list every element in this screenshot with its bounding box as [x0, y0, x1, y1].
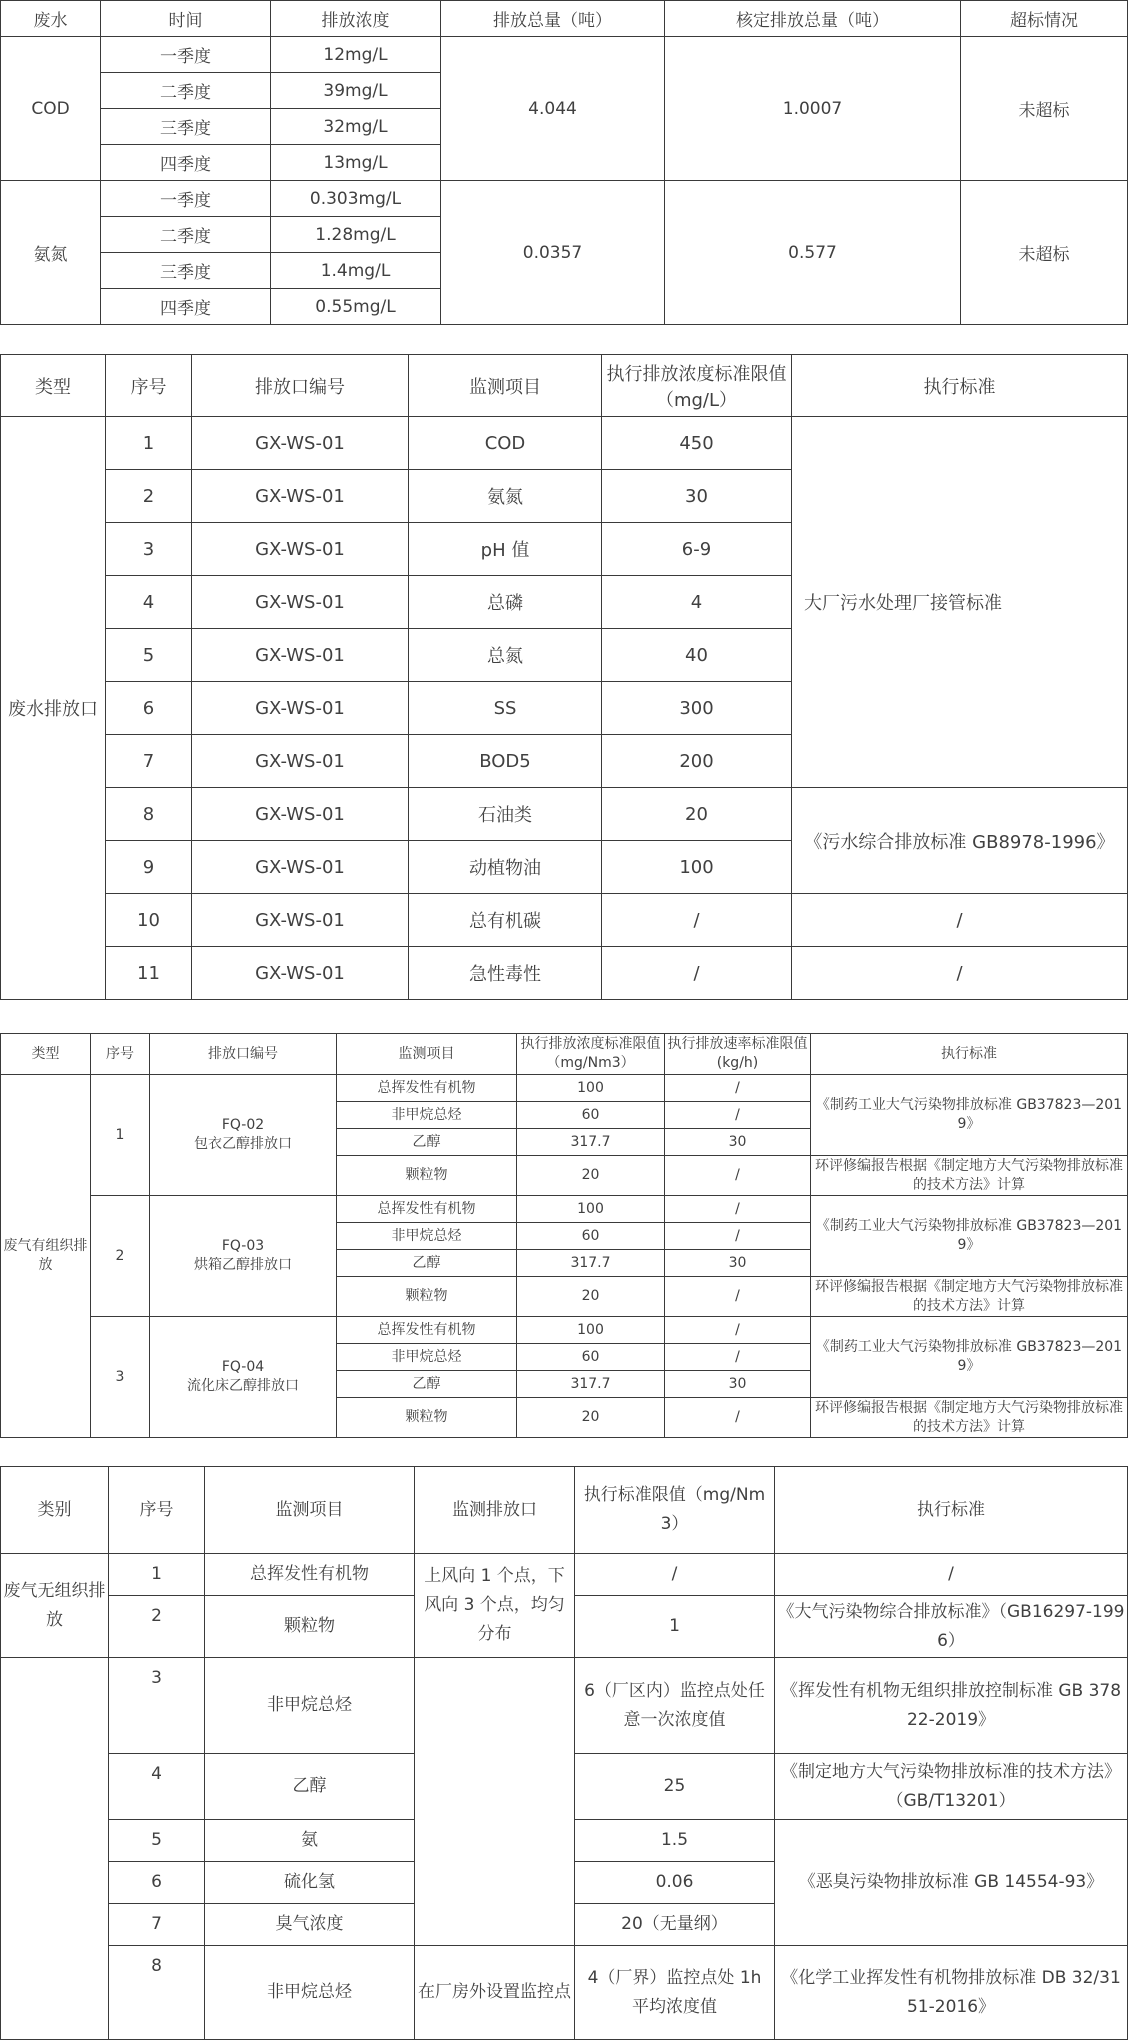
- rate-limit: /: [665, 1075, 811, 1102]
- monitor-item: 乙醇: [337, 1129, 517, 1156]
- approved-emission: 0.577: [665, 181, 961, 325]
- period-cell: 一季度: [101, 181, 271, 217]
- rate-limit: /: [665, 1196, 811, 1223]
- concentration-limit: 317.7: [517, 1129, 665, 1156]
- fugitive-exhaust-table: [0, 1466, 1128, 2040]
- limit-value: 0.06: [575, 1862, 775, 1904]
- concentration-limit: 60: [517, 1223, 665, 1250]
- outlet-code: GX-WS-01: [192, 417, 409, 470]
- total-emission: 4.044: [441, 37, 665, 181]
- monitor-item: SS: [409, 682, 602, 735]
- outlet-code: GX-WS-01: [192, 788, 409, 841]
- monitor-item: 石油类: [409, 788, 602, 841]
- period-cell: 一季度: [101, 37, 271, 73]
- rate-limit: /: [665, 1277, 811, 1317]
- header-cell: 执行排放浓度标准限值（mg/L）: [602, 355, 792, 417]
- monitor-item: 乙醇: [337, 1250, 517, 1277]
- outlet-name: 烘箱乙醇排放口: [194, 1257, 292, 1273]
- outlet-code: GX-WS-01: [192, 576, 409, 629]
- outlet-code: GX-WS-01: [192, 894, 409, 947]
- row-number: 2: [106, 470, 192, 523]
- monitor-item: BOD5: [409, 735, 602, 788]
- header-cell: 执行标准: [792, 355, 1128, 417]
- table-row: [1, 894, 1128, 947]
- header-cell: 排放浓度: [271, 1, 441, 37]
- monitor-item: 乙醇: [205, 1754, 415, 1820]
- header-cell: 排放总量（吨）: [441, 1, 665, 37]
- row-number: 3: [106, 523, 192, 576]
- monitor-item: 硫化氢: [205, 1862, 415, 1904]
- rate-limit: /: [665, 1317, 811, 1344]
- exceed-status: 未超标: [961, 181, 1128, 325]
- outlet-code: GX-WS-01: [192, 682, 409, 735]
- standard-cell: 《制定地方大气污染物排放标准的技术方法》（GB/T13201）: [775, 1754, 1128, 1820]
- outlet-name: 包衣乙醇排放口: [194, 1136, 292, 1152]
- wastewater-outlet-table: [0, 354, 1128, 1000]
- standard-cell: 《化学工业挥发性有机物排放标准 DB 32/3151-2016》: [775, 1946, 1128, 2040]
- limit-value: /: [602, 947, 792, 1000]
- standard-cell: 《恶臭污染物排放标准 GB 14554-93》: [775, 1820, 1128, 1946]
- header-cell: 类型: [1, 355, 106, 417]
- header-cell: 类型: [1, 1034, 91, 1075]
- table-row: [1, 1554, 1128, 1596]
- header-cell: 序号: [109, 1467, 205, 1554]
- row-number: 4: [109, 1754, 205, 1820]
- standard-cell: 《大气污染物综合排放标准》（GB16297-1996）: [775, 1596, 1128, 1658]
- concentration-cell: 12mg/L: [271, 37, 441, 73]
- outlet-name: 流化床乙醇排放口: [187, 1378, 299, 1394]
- emission-type: 废气有组织排放: [1, 1075, 91, 1438]
- header-cell: 序号: [91, 1034, 150, 1075]
- row-number: 1: [109, 1554, 205, 1596]
- monitor-item: 急性毒性: [409, 947, 602, 1000]
- header-cell: 监测项目: [337, 1034, 517, 1075]
- limit-value: 100: [602, 841, 792, 894]
- monitor-item: 总挥发性有机物: [205, 1554, 415, 1596]
- monitor-item: 颗粒物: [205, 1596, 415, 1658]
- header-cell: 核定排放总量（吨）: [665, 1, 961, 37]
- concentration-limit: 100: [517, 1317, 665, 1344]
- standard-cell: 《制药工业大气污染物排放标准 GB37823—2019》: [811, 1196, 1128, 1277]
- monitor-item: 总磷: [409, 576, 602, 629]
- outlet-code: GX-WS-01: [192, 523, 409, 576]
- outlet-code: GX-WS-01: [192, 470, 409, 523]
- header-cell: 序号: [106, 355, 192, 417]
- standard-cell: 《污水综合排放标准 GB8978-1996》: [792, 788, 1128, 894]
- row-number: 2: [109, 1596, 205, 1658]
- outlet-code: GX-WS-01: [192, 947, 409, 1000]
- table-row: [1, 1196, 1128, 1223]
- pollutant-name: COD: [1, 37, 101, 181]
- monitor-item: 颗粒物: [337, 1277, 517, 1317]
- monitor-item: 非甲烷总烃: [205, 1658, 415, 1754]
- row-number: 8: [109, 1946, 205, 2040]
- table-row: [1, 181, 1128, 217]
- monitor-item: 非甲烷总烃: [337, 1102, 517, 1129]
- outlet-code: GX-WS-01: [192, 841, 409, 894]
- row-number: 5: [106, 629, 192, 682]
- header-cell: 时间: [101, 1, 271, 37]
- concentration-cell: 1.28mg/L: [271, 217, 441, 253]
- concentration-limit: 20: [517, 1156, 665, 1196]
- monitor-item: 动植物油: [409, 841, 602, 894]
- concentration-cell: 0.303mg/L: [271, 181, 441, 217]
- monitor-point: 上风向 1 个点，下风向 3 个点，均匀分布: [415, 1554, 575, 1658]
- row-number: 1: [106, 417, 192, 470]
- row-number: 3: [109, 1658, 205, 1754]
- table-row: [1, 1075, 1128, 1102]
- total-emission: 0.0357: [441, 181, 665, 325]
- outlet-code: FQ-03: [221, 1238, 265, 1254]
- table-row: [1, 1317, 1128, 1344]
- outlet-code: GX-WS-01: [192, 735, 409, 788]
- period-cell: 二季度: [101, 217, 271, 253]
- row-number: 5: [109, 1820, 205, 1862]
- row-number: 10: [106, 894, 192, 947]
- table-row: [1, 37, 1128, 73]
- limit-value: 200: [602, 735, 792, 788]
- row-number: 2: [91, 1196, 150, 1317]
- monitor-item: pH 值: [409, 523, 602, 576]
- monitor-item: 非甲烷总烃: [205, 1946, 415, 2040]
- table-header-row: [1, 1, 1128, 37]
- monitor-point: 在厂房外设置监控点: [415, 1946, 575, 2040]
- row-number: 3: [91, 1317, 150, 1438]
- concentration-limit: 60: [517, 1102, 665, 1129]
- outlet-code: FQ-04: [221, 1359, 265, 1375]
- header-cell: 执行标准: [775, 1467, 1128, 1554]
- header-cell: 执行标准限值（mg/Nm3）: [575, 1467, 775, 1554]
- monitor-item: 非甲烷总烃: [337, 1344, 517, 1371]
- category-empty: [1, 1658, 109, 2040]
- rate-limit: /: [665, 1223, 811, 1250]
- table-header-row: [1, 1034, 1128, 1075]
- limit-value: 300: [602, 682, 792, 735]
- table-header-row: [1, 355, 1128, 417]
- header-cell: 监测项目: [409, 355, 602, 417]
- concentration-cell: 13mg/L: [271, 145, 441, 181]
- monitor-item: 总挥发性有机物: [337, 1075, 517, 1102]
- row-number: 11: [106, 947, 192, 1000]
- monitor-item: 总有机碳: [409, 894, 602, 947]
- standard-cell: 环评修编报告根据《制定地方大气污染物排放标准的技术方法》计算: [811, 1277, 1128, 1317]
- table-row: [1, 1658, 1128, 1754]
- standard-cell: 《制药工业大气污染物排放标准 GB37823—2019》: [811, 1075, 1128, 1156]
- monitor-item: 总氮: [409, 629, 602, 682]
- table-row: [1, 417, 1128, 470]
- header-cell: 废水: [1, 1, 101, 37]
- concentration-limit: 20: [517, 1277, 665, 1317]
- standard-cell: /: [792, 947, 1128, 1000]
- monitor-item: 颗粒物: [337, 1156, 517, 1196]
- outlet-cell: [150, 1075, 337, 1196]
- row-number: 4: [106, 576, 192, 629]
- table-row: [1, 947, 1128, 1000]
- header-cell: 超标情况: [961, 1, 1128, 37]
- table-header-row: [1, 1467, 1128, 1554]
- monitor-item: 非甲烷总烃: [337, 1223, 517, 1250]
- limit-value: 4（厂界）监控点处 1h 平均浓度值: [575, 1946, 775, 2040]
- monitor-item: 总挥发性有机物: [337, 1196, 517, 1223]
- period-cell: 二季度: [101, 73, 271, 109]
- monitor-item: 氨: [205, 1820, 415, 1862]
- limit-value: 20（无量纲）: [575, 1904, 775, 1946]
- limit-value: 40: [602, 629, 792, 682]
- exceed-status: 未超标: [961, 37, 1128, 181]
- category-cell: 废气无组织排放: [1, 1554, 109, 1658]
- rate-limit: 30: [665, 1129, 811, 1156]
- header-cell: 执行排放浓度标准限值（mg/Nm3）: [517, 1034, 665, 1075]
- outlet-type: 废水排放口: [1, 417, 106, 1000]
- standard-cell: 环评修编报告根据《制定地方大气污染物排放标准的技术方法》计算: [811, 1156, 1128, 1196]
- monitor-item: COD: [409, 417, 602, 470]
- pollutant-name: 氨氮: [1, 181, 101, 325]
- outlet-cell: [150, 1317, 337, 1438]
- header-cell: 类别: [1, 1467, 109, 1554]
- concentration-limit: 60: [517, 1344, 665, 1371]
- period-cell: 四季度: [101, 145, 271, 181]
- row-number: 8: [106, 788, 192, 841]
- monitor-item: 颗粒物: [337, 1398, 517, 1438]
- period-cell: 三季度: [101, 109, 271, 145]
- rate-limit: /: [665, 1102, 811, 1129]
- approved-emission: 1.0007: [665, 37, 961, 181]
- table-row: [1, 1946, 1128, 2040]
- header-cell: 监测项目: [205, 1467, 415, 1554]
- header-cell: 执行标准: [811, 1034, 1128, 1075]
- outlet-code: GX-WS-01: [192, 629, 409, 682]
- header-cell: 执行排放速率标准限值(kg/h): [665, 1034, 811, 1075]
- row-number: 7: [109, 1904, 205, 1946]
- header-cell: 监测排放口: [415, 1467, 575, 1554]
- rate-limit: /: [665, 1344, 811, 1371]
- concentration-limit: 20: [517, 1398, 665, 1438]
- concentration-limit: 317.7: [517, 1371, 665, 1398]
- concentration-limit: 100: [517, 1075, 665, 1102]
- row-number: 6: [109, 1862, 205, 1904]
- concentration-cell: 0.55mg/L: [271, 289, 441, 325]
- standard-cell: 《挥发性有机物无组织排放控制标准 GB 37822-2019》: [775, 1658, 1128, 1754]
- standard-cell: 大厂污水处理厂接管标准: [792, 417, 1128, 788]
- standard-cell: 《制药工业大气污染物排放标准 GB37823—2019》: [811, 1317, 1128, 1398]
- rate-limit: 30: [665, 1250, 811, 1277]
- organized-exhaust-table: [0, 1033, 1128, 1438]
- concentration-cell: 39mg/L: [271, 73, 441, 109]
- limit-value: 25: [575, 1754, 775, 1820]
- monitor-item: 氨氮: [409, 470, 602, 523]
- limit-value: /: [575, 1554, 775, 1596]
- monitor-item: 臭气浓度: [205, 1904, 415, 1946]
- limit-value: 6（厂区内）监控点处任意一次浓度值: [575, 1658, 775, 1754]
- limit-value: 450: [602, 417, 792, 470]
- limit-value: 6-9: [602, 523, 792, 576]
- row-number: 1: [91, 1075, 150, 1196]
- concentration-cell: 32mg/L: [271, 109, 441, 145]
- header-cell: 排放口编号: [150, 1034, 337, 1075]
- row-number: 6: [106, 682, 192, 735]
- rate-limit: 30: [665, 1371, 811, 1398]
- outlet-cell: [150, 1196, 337, 1317]
- outlet-code: FQ-02: [221, 1117, 265, 1133]
- standard-cell: 环评修编报告根据《制定地方大气污染物排放标准的技术方法》计算: [811, 1398, 1128, 1438]
- limit-value: 1: [575, 1596, 775, 1658]
- monitor-point-empty: [415, 1658, 575, 1946]
- table-row: [1, 788, 1128, 841]
- standard-cell: /: [775, 1554, 1128, 1596]
- monitor-item: 乙醇: [337, 1371, 517, 1398]
- concentration-limit: 100: [517, 1196, 665, 1223]
- concentration-limit: 317.7: [517, 1250, 665, 1277]
- concentration-cell: 1.4mg/L: [271, 253, 441, 289]
- period-cell: 三季度: [101, 253, 271, 289]
- standard-cell: /: [792, 894, 1128, 947]
- limit-value: 20: [602, 788, 792, 841]
- limit-value: /: [602, 894, 792, 947]
- period-cell: 四季度: [101, 289, 271, 325]
- wastewater-total-table: [0, 0, 1128, 325]
- rate-limit: /: [665, 1156, 811, 1196]
- rate-limit: /: [665, 1398, 811, 1438]
- monitor-item: 总挥发性有机物: [337, 1317, 517, 1344]
- header-cell: 排放口编号: [192, 355, 409, 417]
- limit-value: 1.5: [575, 1820, 775, 1862]
- limit-value: 4: [602, 576, 792, 629]
- limit-value: 30: [602, 470, 792, 523]
- row-number: 7: [106, 735, 192, 788]
- row-number: 9: [106, 841, 192, 894]
